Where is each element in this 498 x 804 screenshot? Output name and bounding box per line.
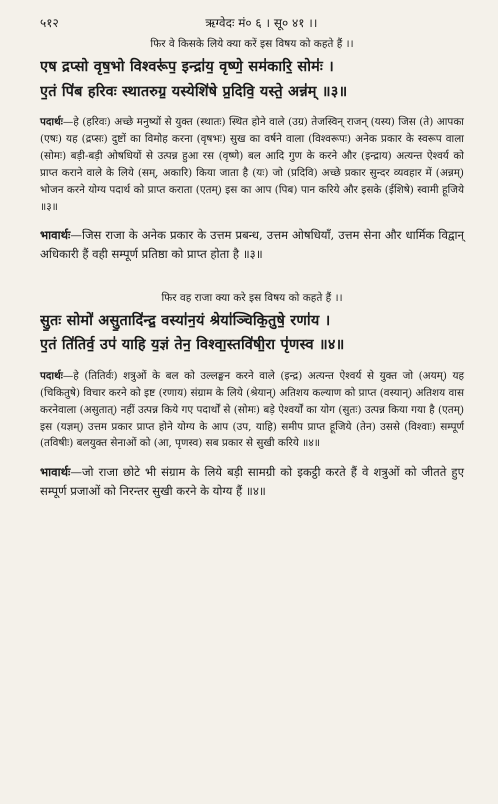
page-title: ऋग्वेदः मं० ६ । सू० ४१ ।। [205, 16, 318, 30]
bhavartha-3-text: —जिस राजा के अनेक प्रकार के उत्तम प्रबन्ध, उत्तम ओषधियाँ, उत्तम सेना और धार्मिक विद्वान् अधिकारी हैं वही सम्पूर्ण प्रतिष्ठा को प्राप्त होता है ॥३॥ [40, 227, 464, 262]
mantra-3-line-2: ए॒तं पि॑ब हरिवः स्थातरुग्र॒ यस्येशि॑षे प्र॒दिवि॒ यस्ते॒ अन्न॑म् ॥३॥ [40, 82, 348, 100]
mantra-4 [40, 309, 464, 358]
mantra-4-line-1: सु॒तः सोमो॑ असु॒तादि॑न्द्र॒ वस्या॑न॒यं श्रेया॑ञ्चिकि॒तुषे॒ रणा॑य । [40, 311, 331, 329]
section-1-intro: फिर वे किसके लिये क्या करें इस विषय को कहते हैं ।। [150, 38, 354, 50]
bhavartha-3-label: भावार्थः [40, 227, 71, 242]
padartha-3-text: —हे (हरिवः) अच्छे मनुष्यों से युक्त (स्थातः) स्थित होने वाले (उग्र) तेजस्विन् राजन् (यस्य) जिस (ते) आपका (एषः) यह (द्रप्सः) दुष्टों का विमोह करना (वृषभः) सुख का वर्षने वाला (विश्वरूपः) अनेक प्रकार के स्वरूप वाला (सोमः) बड़ी-बड़ी ओषधियों से उत्पन्न हुआ रस (वृष्णे) बल आदि गुण के करने और (इन्द्राय) अत्यन्त ऐश्वर्य को प्राप्त कराने वाले के लिये (सम्, अकारि) किया जाता है (यः) जो (प्रदिवि) अच्छे प्रकार सुन्दर व्यवहार में (अन्नम्) भोजन करने योग्य पदार्थ को प्राप्त कराता (एतम्) इस का आप (पिब) पान करिये और इसके (ईशिषे) स्वामी हूजिये ॥३॥ [40, 116, 464, 213]
mantra-4-line-2: ए॒तं ति॑तिर्व॒ उप॑ याहि य॒ज्ञं तेन॒ विश्वा॒स्तवि॑षी॒रा पृ॑णस्व ॥४॥ [40, 336, 345, 354]
page-number: ५१२ [40, 16, 59, 30]
padartha-4-label: पदार्थः [40, 370, 63, 383]
bhavartha-4-text: —जो राजा छोटे भी संग्राम के लिये बड़ी सामग्री को इकट्ठी करते हैं वे शत्रुओं को जीतते हुए सम्पूर्ण प्रजाओं को निरन्तर सुखी करने के योग्य हैं ॥४॥ [40, 464, 464, 499]
bhavartha-4-label: भावार्थः [40, 464, 71, 479]
section-2-intro: फिर वह राजा क्या करे इस विषय को कहते हैं ।। [161, 291, 343, 304]
padartha-3 [40, 114, 464, 215]
padartha-4 [40, 368, 464, 452]
bhavartha-4 [40, 463, 464, 502]
padartha-4-text: —हे (तितिर्वः) शत्रुओं के बल को उल्लङ्घन करने वाले (इन्द्र) अत्यन्त ऐश्वर्य से युक्त जो (अयम्) यह (चिकितुषे) विचार करने को इष्ट (रणाय) संग्राम के लिये (श्रेयान्) अतिशय कल्याण को प्राप्त (वस्यान्) अतिशय वास करनेवाला (असुतात्) नहीं उत्पन्न किये गए पदार्थों से (सोमः) बड़े ऐश्वर्यों का योग (सुतः) उत्पन्न किया गया है (एतम्) इस (यज्ञम्) उत्तम प्रकार प्राप्त होने योग्य के आप (उप, याहि) समीप प्राप्त हूजिये (तेन) उससे (विश्वाः) सम्पूर्ण (तविषीः) बलयुक्त सेनाओं को (आ, पृणस्व) सब प्रकार से सुखी करिये ॥४॥ [40, 370, 464, 450]
padartha-3-label: पदार्थः [40, 116, 63, 129]
mantra-3 [40, 55, 464, 104]
mantra-3-line-1: एष द्रप्सो वृष॒भो विश्वरू॑प॒ इन्द्रा॑य॒ वृष्णे॒ सम॑कारि॒ सोमः॑ । [40, 58, 334, 75]
page-header [40, 14, 464, 31]
bhavartha-3 [40, 226, 464, 265]
